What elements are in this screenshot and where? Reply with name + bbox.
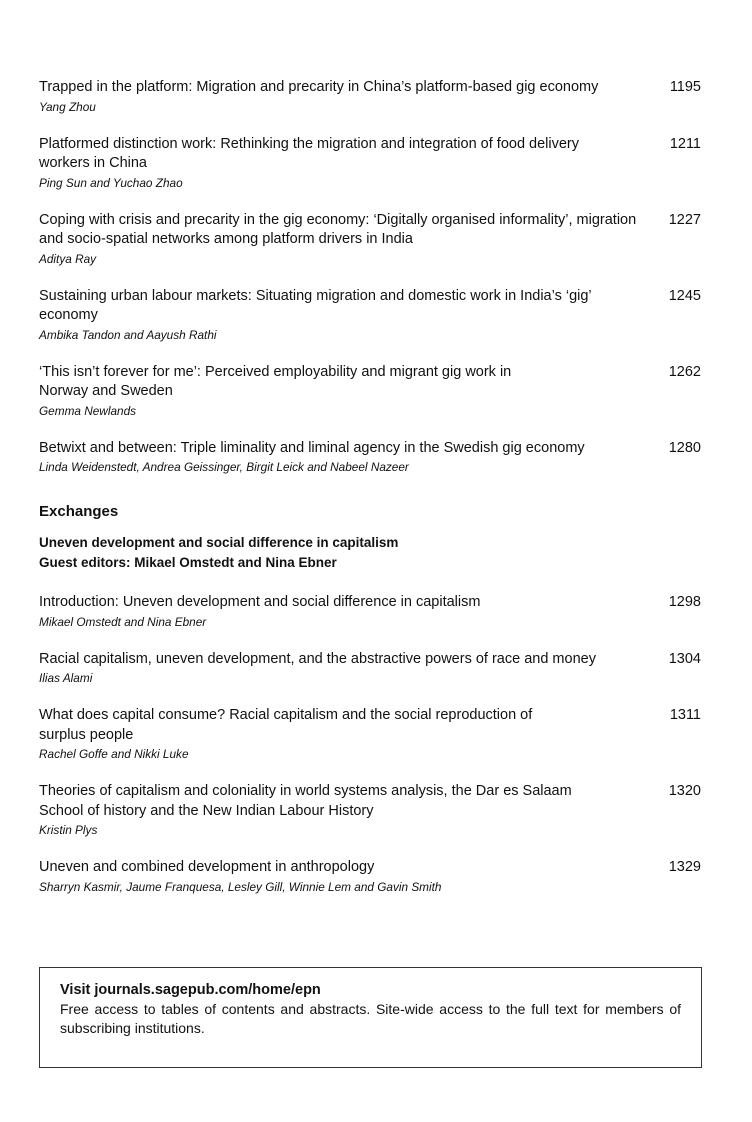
page-number: 1329 (668, 859, 701, 875)
page-number: 1195 (669, 79, 701, 95)
article-authors: Linda Weidenstedt, Andrea Geissinger, Birgit Leick and Nabeel Nazeer (39, 460, 409, 474)
article-authors: Ilias Alami (39, 671, 93, 685)
article-authors: Ping Sun and Yuchao Zhao (39, 175, 183, 190)
toc-entry[interactable] (39, 593, 701, 631)
article-authors: Kristin Plys (39, 823, 98, 837)
access-notice-box (39, 967, 702, 1068)
article-title[interactable]: Coping with crisis and precarity in the gig economy: ‘Digitally organised informality’, migration and socio-spatial networks among platform drivers in India (39, 211, 637, 247)
access-notice-text: Free access to tables of contents and abstracts. Site-wide access to the full text for members of subscribing institutions. (60, 1001, 681, 1036)
page-number: 1211 (669, 135, 701, 152)
page-number: 1304 (668, 650, 701, 667)
toc-entry[interactable] (39, 782, 701, 839)
page-number: 1298 (668, 594, 701, 610)
table-of-contents (39, 78, 701, 915)
article-title[interactable]: Theories of capitalism and coloniality in world systems analysis, the Dar es Salaam School of history and the New Indian Labour History (39, 783, 572, 819)
page-number: 1245 (668, 287, 701, 304)
article-authors: Rachel Goffe and Nikki Luke (39, 747, 189, 761)
page-number: 1227 (668, 211, 701, 228)
article-title[interactable]: Trapped in the platform: Migration and precarity in China’s platform-based gig economy (39, 79, 599, 95)
article-authors: Gemma Newlands (39, 403, 137, 418)
toc-entry[interactable] (39, 363, 701, 420)
article-title[interactable]: What does capital consume? Racial capitalism and the social reproduction of surplus people (39, 707, 533, 743)
section-heading-exchanges: Exchanges (39, 503, 119, 520)
article-title[interactable]: Introduction: Uneven development and social difference in capitalism (39, 594, 481, 610)
toc-entry[interactable] (39, 287, 701, 344)
article-title[interactable]: ‘This isn’t forever for me’: Perceived employability and migrant gig work in Norway and Sweden (39, 363, 512, 399)
toc-entry[interactable] (39, 211, 701, 268)
guest-editors: Guest editors: Mikael Omstedt and Nina Ebner (39, 555, 337, 570)
toc-entry[interactable] (39, 135, 701, 192)
exchanges-subheading: Uneven development and social difference in capitalism (39, 535, 399, 550)
article-title[interactable]: Uneven and combined development in anthropology (39, 859, 375, 875)
article-title[interactable]: Platformed distinction work: Rethinking the migration and integration of food delivery workers in China (39, 135, 580, 171)
article-title[interactable]: Sustaining urban labour markets: Situating migration and domestic work in India’s ‘gig’ economy (39, 287, 592, 323)
journal-url-heading[interactable]: Visit journals.sagepub.com/home/epn (60, 982, 321, 998)
page-number: 1280 (668, 439, 701, 456)
page-number: 1262 (668, 363, 701, 380)
toc-entry[interactable] (39, 78, 701, 116)
article-authors: Mikael Omstedt and Nina Ebner (39, 614, 207, 629)
page-number: 1320 (668, 783, 701, 799)
toc-entry[interactable] (39, 706, 701, 763)
article-authors: Aditya Ray (39, 251, 97, 266)
article-title[interactable]: Racial capitalism, uneven development, and the abstractive powers of race and money (39, 650, 596, 667)
page-number: 1311 (669, 707, 701, 723)
toc-entry[interactable] (39, 858, 701, 896)
article-authors: Yang Zhou (39, 99, 96, 114)
toc-entry[interactable] (39, 439, 701, 477)
article-authors: Sharryn Kasmir, Jaume Franquesa, Lesley Gill, Winnie Lem and Gavin Smith (39, 879, 442, 894)
article-title[interactable]: Betwixt and between: Triple liminality and liminal agency in the Swedish gig economy (39, 439, 585, 456)
exchanges-subheading-block (39, 533, 701, 573)
toc-entry[interactable] (39, 650, 701, 688)
article-authors: Ambika Tandon and Aayush Rathi (39, 327, 217, 342)
